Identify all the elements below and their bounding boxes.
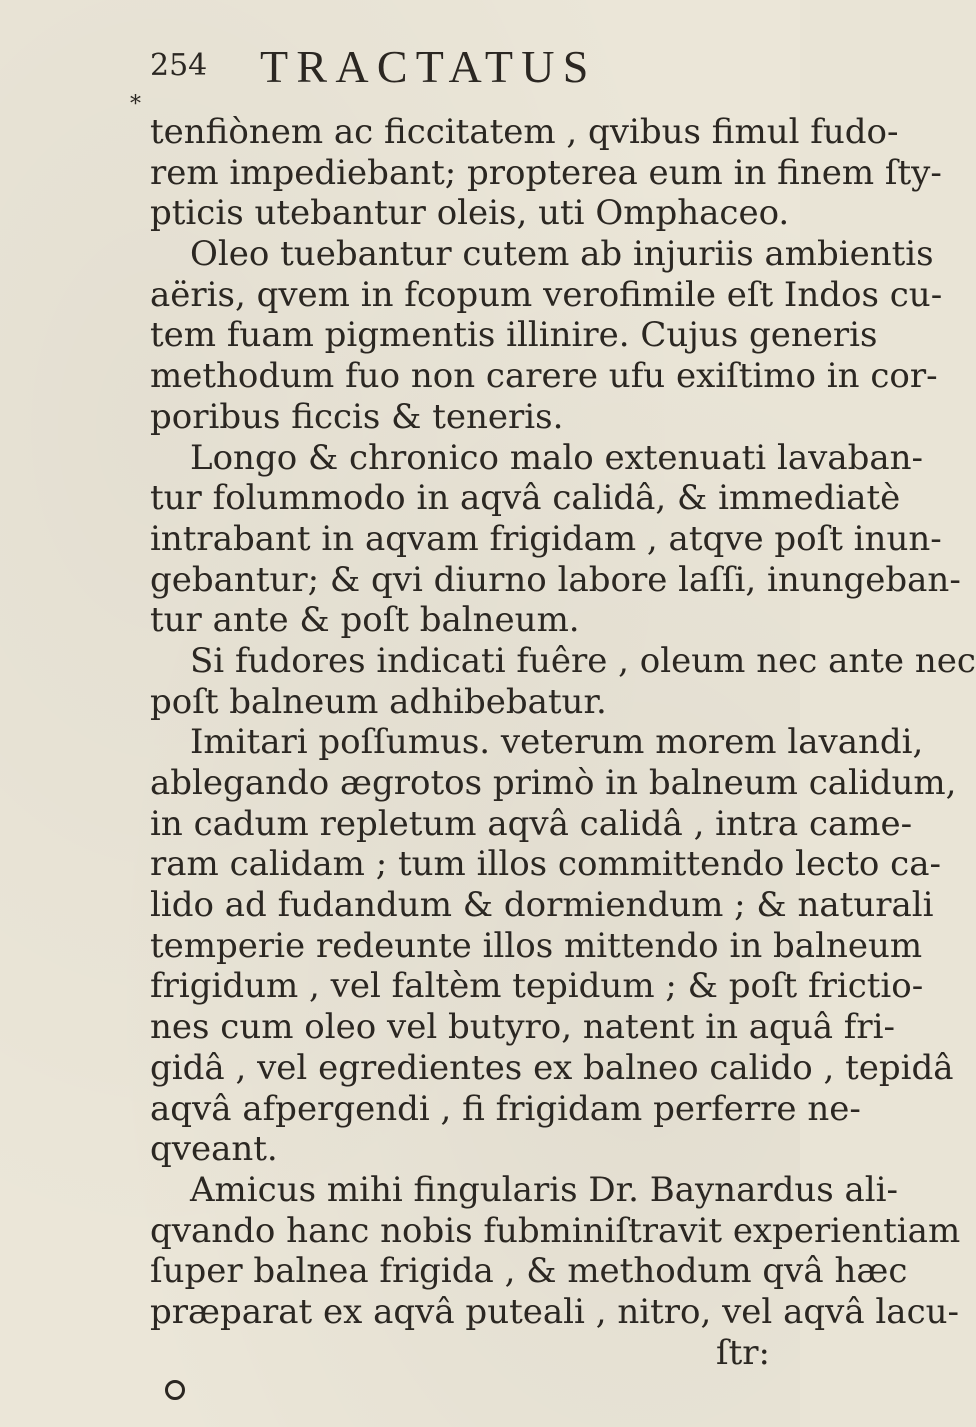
text-line: Oleo tuebantur cutem ab injuriis ambientis [190, 234, 934, 275]
running-title: TRACTATUS [260, 41, 597, 92]
text-line: Longo & chronico malo extenuati lavaban- [190, 437, 924, 478]
page-header [150, 40, 670, 100]
text-line: tur ante & poſt balneum. [150, 600, 580, 641]
text-line: ram calidam ; tum illos committendo lecto ca- [150, 844, 941, 885]
text-line: ablegando ægrotos primò in balneum calidum, [150, 763, 957, 803]
text-line: poribus ficcis & teneris. [150, 396, 564, 437]
text-line: qveant. [150, 1129, 278, 1170]
text-line: poſt balneum adhibebatur. [150, 681, 607, 722]
text-line: tenfiònem ac ficcitatem , qvibus fimul fudo- [150, 112, 899, 152]
text-line: gidâ , vel egredientes ex balneo calido , tepidâ [150, 1047, 954, 1088]
body-text [150, 112, 976, 1373]
circle-ornament-icon [165, 1380, 185, 1400]
text-line: ſuper balnea frigida , & methodum qvâ hæc [150, 1251, 908, 1292]
text-line: lido ad fudandum & dormiendum ; & naturali [150, 885, 934, 926]
text-line: gebantur; & qvi diurno labore laſſi, inungeban- [150, 559, 961, 600]
margin-mark: * [130, 92, 141, 117]
text-line: tur folummodo in aqvâ calidâ, & immediatè [150, 478, 901, 519]
text-line: aqvâ afpergendi , fi frigidam perferre ne- [150, 1088, 861, 1129]
text-line: in cadum repletum aqvâ calidâ , intra came- [150, 803, 913, 844]
text-line: Si fudores indicati fuêre , oleum nec ante nec [190, 640, 976, 681]
text-line: Imitari poſſumus. veterum morem lavandi, [190, 722, 924, 763]
text-line: præparat ex aqvâ puteali , nitro, vel aqvâ lacu- [150, 1291, 959, 1332]
text-line: rem impediebant; propterea eum in finem ſty- [150, 152, 942, 193]
text-line: tem fuam pigmentis illinire. Cujus generis [150, 315, 878, 356]
text-line: temperie redeunte illos mittendo in balneum [150, 925, 923, 966]
text-line: aëris, qvem in fcopum verofimile eſt Indos cu- [150, 274, 943, 315]
text-line: qvando hanc nobis fubminiſtravit experientiam [150, 1210, 961, 1251]
page-number: 254 [150, 48, 208, 83]
text-line: pticis utebantur oleis, uti Omphaceo. [150, 193, 790, 234]
text-line: nes cum oleo vel butyro, natent in aquâ fri- [150, 1007, 895, 1048]
text-line: intrabant in aqvam frigidam , atqve poſt inun- [150, 518, 942, 559]
text-line: frigidum , vel faltèm tepidum ; & poſt frictio- [150, 966, 924, 1007]
text-line: methodum fuo non carere ufu exiſtimo in cor- [150, 356, 938, 397]
text-line: Amicus mihi fingularis Dr. Baynardus ali- [190, 1169, 899, 1210]
catchword: ſtr: [716, 1332, 770, 1373]
